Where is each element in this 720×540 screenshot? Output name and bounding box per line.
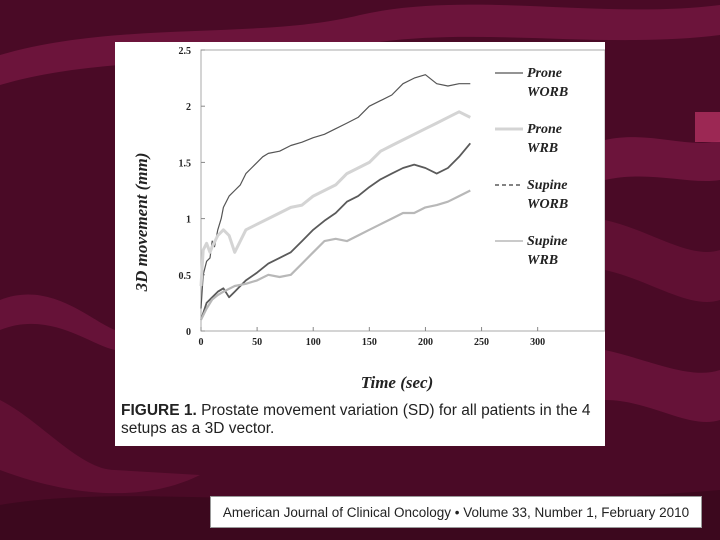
series-line-0 xyxy=(201,75,470,309)
y-tick-label: 0 xyxy=(186,327,191,338)
legend-label: WRB xyxy=(527,253,559,268)
line-chart xyxy=(115,42,605,446)
legend-label: WRB xyxy=(527,141,559,156)
x-tick-label: 100 xyxy=(305,337,321,348)
x-tick-label: 250 xyxy=(474,337,490,348)
x-axis-title: Time (sec) xyxy=(360,373,434,392)
caption-label: FIGURE 1. xyxy=(121,402,197,419)
series-line-2 xyxy=(201,143,470,319)
y-tick-label: 0.5 xyxy=(178,270,191,282)
y-axis-title: 3D movement (mm) xyxy=(132,152,151,292)
x-tick-label: 0 xyxy=(198,337,204,348)
citation-box xyxy=(210,496,702,528)
y-tick-label: 1 xyxy=(186,214,191,226)
decorative-ribbon xyxy=(605,137,720,181)
legend-label: Supine xyxy=(527,234,568,249)
legend-label: WORB xyxy=(527,85,569,100)
x-tick-label: 50 xyxy=(252,337,263,348)
citation-text: American Journal of Clinical Oncology • Volume 33, Number 1, February 2010 xyxy=(222,504,690,520)
x-tick-label: 300 xyxy=(530,337,546,348)
legend-label: Prone xyxy=(527,122,562,137)
figure-panel xyxy=(115,42,605,446)
series-layer xyxy=(201,75,470,320)
legend-label: Supine xyxy=(527,178,568,193)
series-line-1 xyxy=(201,112,470,286)
legend-label: WORB xyxy=(527,197,569,212)
legend-label: Prone xyxy=(527,66,562,81)
caption-text: Prostate movement variation (SD) for all patients in the 4 setups as a 3D vector. xyxy=(121,402,591,437)
y-tick-label: 2 xyxy=(186,102,191,114)
y-tick-label: 1.5 xyxy=(178,158,191,170)
legend xyxy=(495,66,568,268)
series-line-3 xyxy=(201,191,470,320)
x-tick-label: 150 xyxy=(361,337,377,348)
y-tick-label: 2.5 xyxy=(178,46,191,57)
figure-caption xyxy=(121,402,601,438)
decorative-tab xyxy=(695,112,720,142)
x-tick-label: 200 xyxy=(417,337,433,348)
